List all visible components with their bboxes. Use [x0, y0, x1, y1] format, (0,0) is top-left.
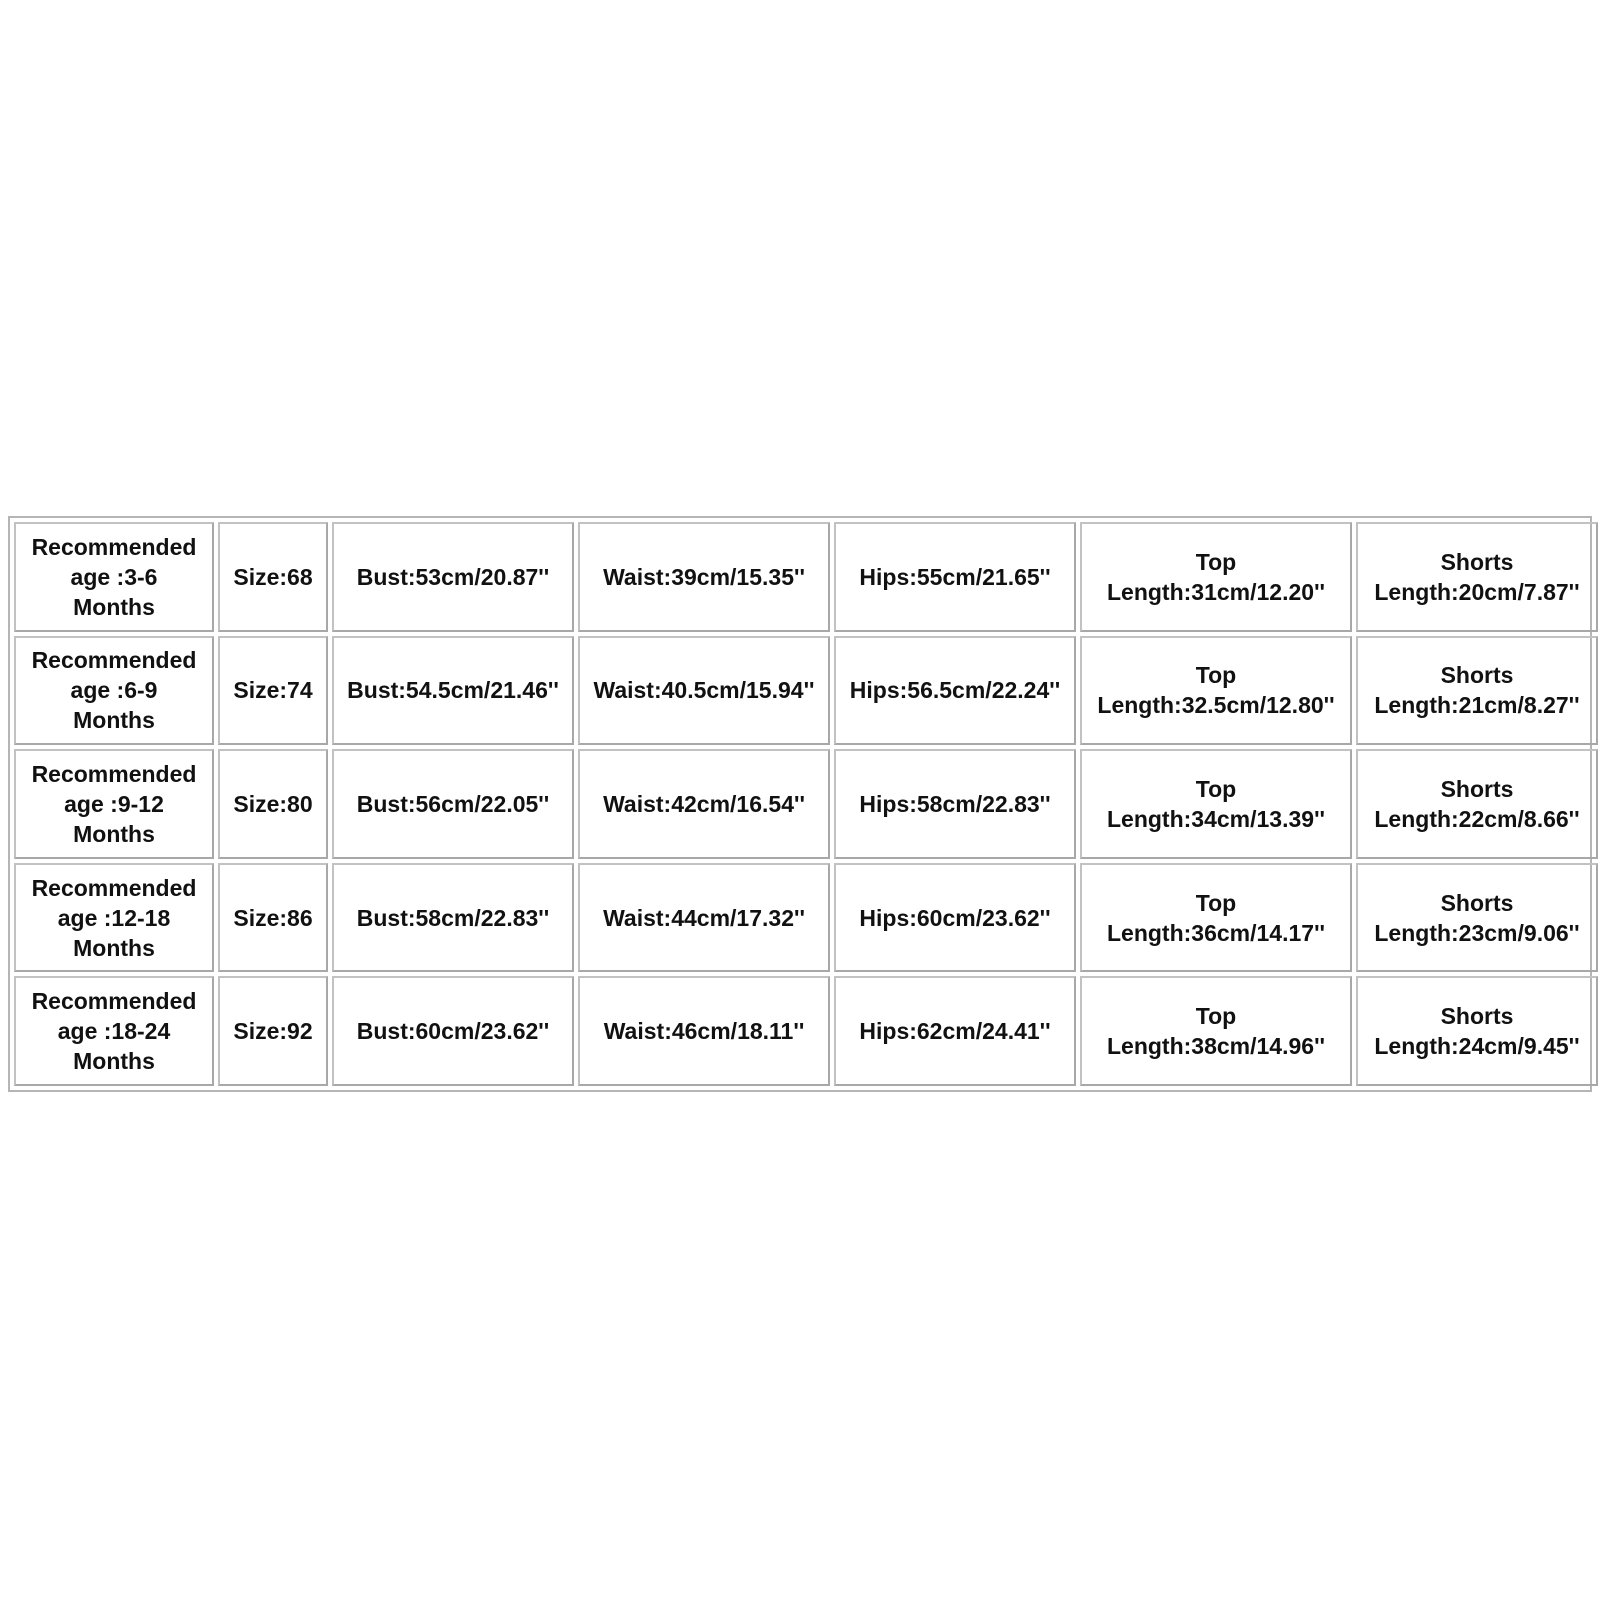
bust-cell: Bust:58cm/22.83'' [332, 863, 574, 973]
table-row [14, 749, 1598, 859]
age-cell: Recommended age :12-18 Months [14, 863, 214, 973]
age-cell: Recommended age :6-9 Months [14, 636, 214, 746]
bust-cell: Bust:56cm/22.05'' [332, 749, 574, 859]
table-row [14, 636, 1598, 746]
bust-cell: Bust:54.5cm/21.46'' [332, 636, 574, 746]
hips-cell: Hips:56.5cm/22.24'' [834, 636, 1076, 746]
age-cell: Recommended age :18-24 Months [14, 976, 214, 1086]
waist-cell: Waist:40.5cm/15.94'' [578, 636, 830, 746]
waist-cell: Waist:46cm/18.11'' [578, 976, 830, 1086]
age-cell: Recommended age :3-6 Months [14, 522, 214, 632]
size-cell: Size:86 [218, 863, 328, 973]
top-length-cell: Top Length:36cm/14.17'' [1080, 863, 1352, 973]
hips-cell: Hips:55cm/21.65'' [834, 522, 1076, 632]
shorts-length-cell: Shorts Length:22cm/8.66'' [1356, 749, 1598, 859]
size-cell: Size:92 [218, 976, 328, 1086]
age-cell: Recommended age :9-12 Months [14, 749, 214, 859]
size-chart-table [10, 518, 1600, 1090]
shorts-length-cell: Shorts Length:23cm/9.06'' [1356, 863, 1598, 973]
shorts-length-cell: Shorts Length:20cm/7.87'' [1356, 522, 1598, 632]
table-row [14, 976, 1598, 1086]
shorts-length-cell: Shorts Length:21cm/8.27'' [1356, 636, 1598, 746]
size-chart [8, 516, 1592, 1092]
size-cell: Size:74 [218, 636, 328, 746]
top-length-cell: Top Length:32.5cm/12.80'' [1080, 636, 1352, 746]
hips-cell: Hips:62cm/24.41'' [834, 976, 1076, 1086]
waist-cell: Waist:39cm/15.35'' [578, 522, 830, 632]
top-length-cell: Top Length:31cm/12.20'' [1080, 522, 1352, 632]
bust-cell: Bust:60cm/23.62'' [332, 976, 574, 1086]
size-cell: Size:68 [218, 522, 328, 632]
hips-cell: Hips:58cm/22.83'' [834, 749, 1076, 859]
table-row [14, 522, 1598, 632]
table-row [14, 863, 1598, 973]
top-length-cell: Top Length:38cm/14.96'' [1080, 976, 1352, 1086]
waist-cell: Waist:42cm/16.54'' [578, 749, 830, 859]
hips-cell: Hips:60cm/23.62'' [834, 863, 1076, 973]
top-length-cell: Top Length:34cm/13.39'' [1080, 749, 1352, 859]
shorts-length-cell: Shorts Length:24cm/9.45'' [1356, 976, 1598, 1086]
waist-cell: Waist:44cm/17.32'' [578, 863, 830, 973]
size-cell: Size:80 [218, 749, 328, 859]
bust-cell: Bust:53cm/20.87'' [332, 522, 574, 632]
